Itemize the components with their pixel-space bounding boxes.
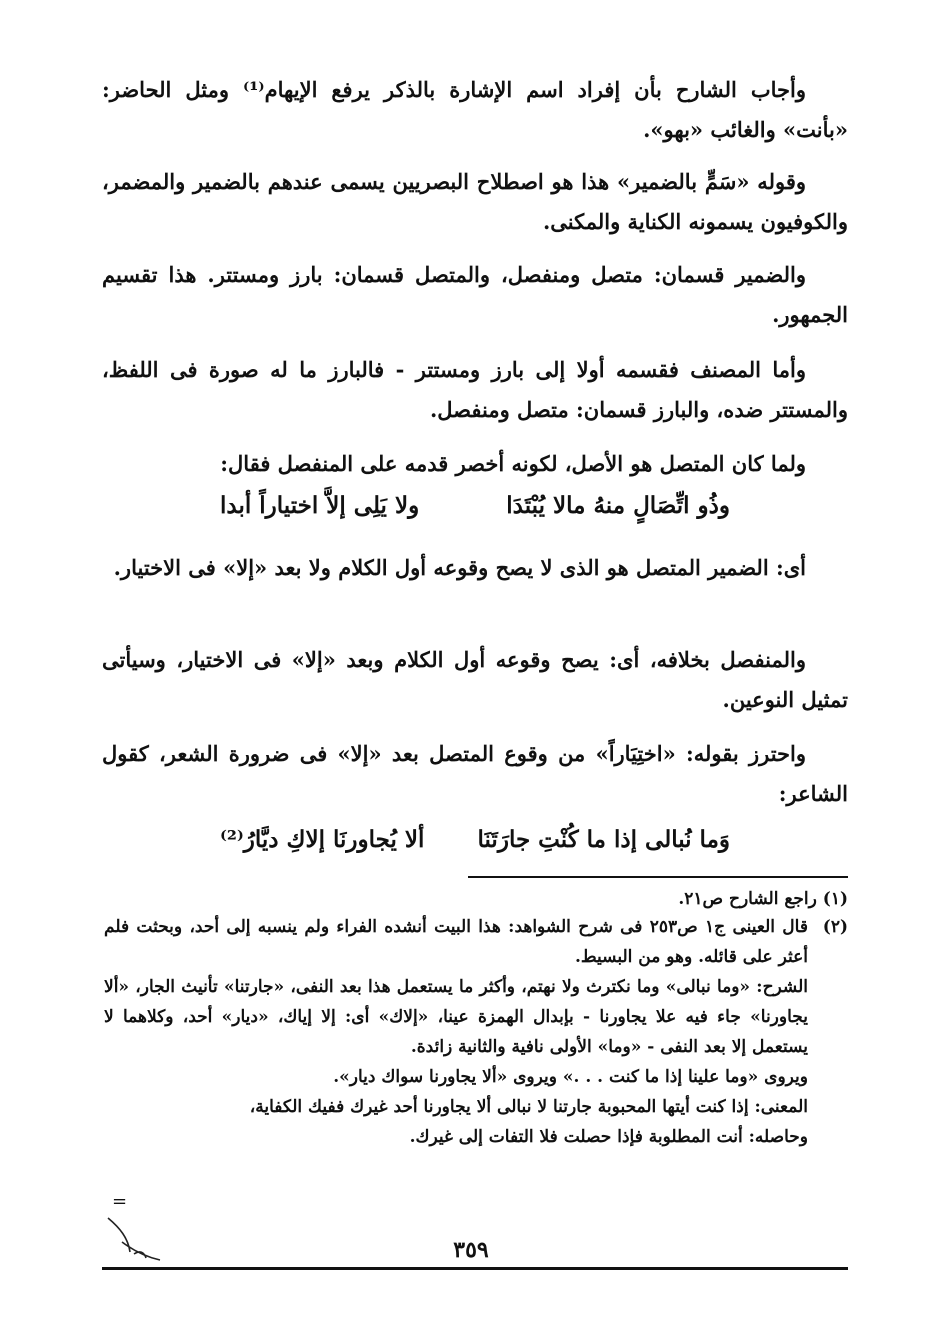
footnote-2-maana: المعنى: إذا كنت أيتها المحبوبة جارتنا لا نبالى ألا يجاورنا أحد غيرك ففيك الكفاية، (249, 1097, 808, 1117)
paragraph-8: واحترز بقوله: «اختِيَاراً» من وقوع المتصل بعد «إلا» فى ضرورة الشعر، كقول الشاعر: (102, 741, 848, 806)
footnote-2-text: قال العينى ج١ ص٢٥٣ فى شرح الشواهد: هذا البيت أنشده الفراء ولم ينسبه إلى أحد، وبحثت فلم أعثر على قائله. وهو من البسيط. (104, 917, 808, 967)
footnote-2-sharh: الشرح: «وما نبالى» وما نكترث ولا نهتم، وأكثر ما يستعمل هذا بعد النفى، «جارتنا» تأنيث الجار، «ألا يجاورنا» جاء فيه علا يجاورنا - بإبدال الهمزة عينا، «إلاك» أى: إلا إياك، «ديار» أحد، وكلاهما لا يستعمل إلا بعد النفى - «وما» الأولى نافية والثانية زائدة. (104, 977, 808, 1057)
footnote-2-riwaya: ويروى «وما علينا إذا ما كنت . . .» ويروى «ألا يجاورنا سواك ديار». (333, 1067, 808, 1087)
footnote-2-hasiluh: وحاصله: أنت المطلوبة فإذا حصلت فلا التفات إلى غيرك. (409, 1127, 808, 1147)
verse-2-second-hemistich: ألا يُجاورنَا إلاكِ ديَّارُ⁽²⁾ (220, 826, 425, 853)
verse-2-first-hemistich: وَما نُبالى إذا ما كُنْتِ جارَتَنَا (477, 826, 730, 853)
paragraph-4: وأما المصنف فقسمه أولا إلى بارز ومستتر - فالبارز ما له صورة فى اللفظ، والمستتر ضده، والبارز قسمان: متصل ومنفصل. (102, 357, 848, 422)
paragraph-2: وقوله «سَمٍّ بالضمير» هذا هو اصطلاح البصريين يسمى عندهم بالضمير والمضمر، والكوفيون يسمونه الكناية والمكنى. (102, 169, 848, 234)
paragraph-5: ولما كان المتصل هو الأصل، لكونه أخصر قدمه على المنفصل فقال: (220, 451, 806, 476)
footnote-1: (١) راجع الشارح ص٢١. (678, 889, 848, 909)
footnote-separator (468, 876, 848, 878)
paragraph-3: والضمير قسمان: متصل ومنفصل، والمتصل قسمان: بارز ومستتر. هذا تقسيم الجمهور. (102, 262, 848, 327)
page-number: ٣٥٩ (453, 1237, 489, 1263)
continuation-mark: = (112, 1191, 128, 1212)
paragraph-7: والمنفصل بخلافه، أى: يصح وقوعه أول الكلام وبعد «إلا» فى الاختيار، وسيأتى تمثيل النوعين. (102, 647, 848, 712)
paragraph-1: وأجاب الشارح بأن إفراد اسم الإشارة بالذكر يرفع الإيهام⁽¹⁾ ومثل الحاضر: «بأنت» والغائب «بهو». (102, 77, 848, 142)
verse-1 (102, 492, 848, 532)
footnote-2-number: (٢) (822, 917, 848, 937)
footnote-2 (104, 912, 848, 1152)
verse-1-second-hemistich: ولا يَلِى إلاَّ اختياراً أبدا (220, 492, 420, 519)
verse-2 (102, 826, 848, 866)
bottom-rule (102, 1267, 848, 1270)
verse-1-first-hemistich: وذُو اتِّصَالٍ منهُ مالا يُبْتَدَا (506, 492, 730, 519)
paragraph-6: أى: الضمير المتصل هو الذى لا يصح وقوعه أول الكلام ولا بعد «إلا» فى الاختيار. (113, 555, 806, 580)
